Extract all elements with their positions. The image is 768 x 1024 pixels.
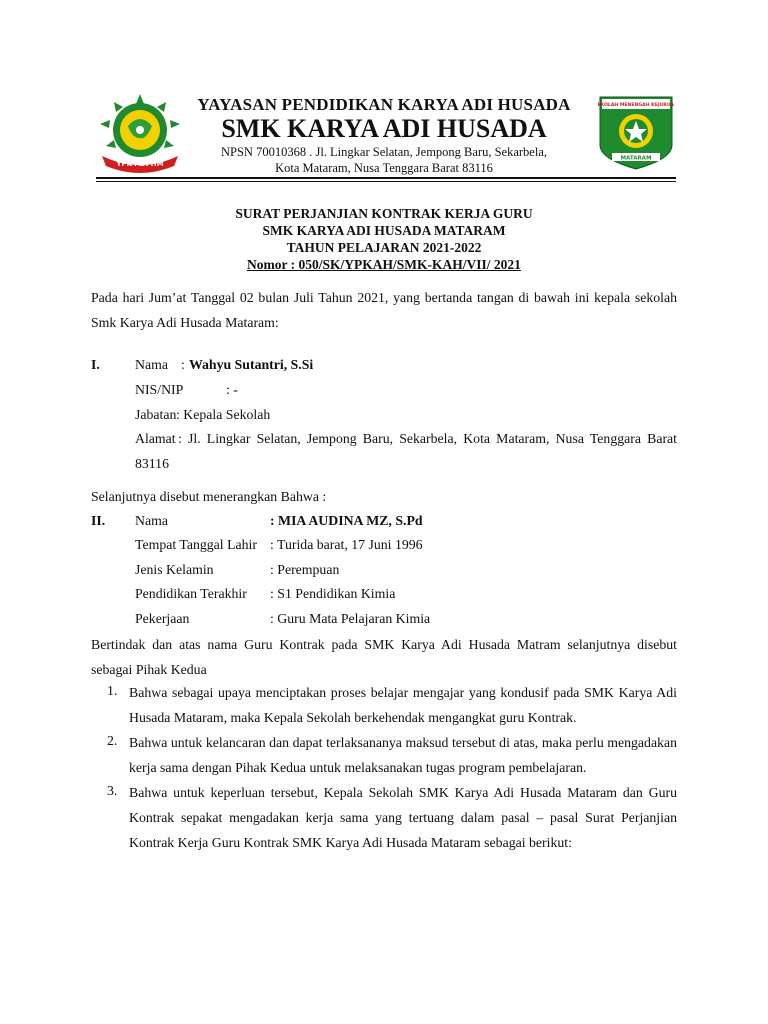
party-2-value: : S1 Pendidikan Kimia: [270, 586, 396, 601]
party-2-label: Pendidikan Terakhir: [135, 586, 247, 601]
party-1-name-sep: :: [181, 357, 185, 372]
list-item-number: 3.: [107, 783, 118, 798]
party-2-value: : MIA AUDINA MZ, S.Pd: [270, 513, 423, 528]
party-1-address-postcode: 83116: [135, 456, 169, 471]
address-line-1: NPSN 70010368 . Jl. Lingkar Selatan, Jempong Baru, Sekarbela,: [221, 145, 547, 159]
foundation-name: YAYASAN PENDIDIKAN KARYA ADI HUSADA: [197, 95, 571, 114]
address-line-2: Kota Mataram, Nusa Tenggara Barat 83116: [275, 161, 493, 175]
header-rule-thin: [96, 181, 676, 182]
party-1-nip-value: : -: [226, 382, 238, 397]
document-subtitle-year: TAHUN PELAJARAN 2021-2022: [286, 240, 482, 255]
party-2-value: : Perempuan: [270, 562, 340, 577]
party-2-label: Jenis Kelamin: [135, 562, 214, 577]
party-2-label: Pekerjaan: [135, 611, 190, 626]
header-rule-thick: [96, 177, 676, 179]
party-1-numeral: I.: [91, 357, 100, 372]
party-1-address-label: Alamat: [135, 431, 176, 446]
list-item: Bahwa sebagai upaya menciptakan proses belajar mengajar yang kondusif pada SMK Karya Adi Husada Mataram, maka Kepala Sekolah berkehendak mengangkat guru Kontrak.: [129, 685, 677, 725]
party-1-name-label: Nama: [135, 357, 168, 372]
party-1-position-label: Jabatan: [135, 407, 177, 422]
intro-paragraph: Pada hari Jum’at Tanggal 02 bulan Juli Tahun 2021, yang bertanda tangan di bawah ini kepala sekolah Smk Karya Adi Husada Mataram:: [91, 290, 677, 330]
list-item-number: 2.: [107, 733, 118, 748]
party-1-position-value: : Kepala Sekolah: [176, 407, 271, 422]
party-2-label: Tempat Tanggal Lahir: [135, 537, 257, 552]
party-1-name-value: Wahyu Sutantri, S.Si: [189, 357, 314, 372]
party-2-label: Nama: [135, 513, 168, 528]
school-name: SMK KARYA ADI HUSADA: [221, 114, 547, 143]
party-1-address-value: : Jl. Lingkar Selatan, Jempong Baru, Sekarbela, Kota Mataram, Nusa Tenggara Barat: [178, 431, 677, 446]
transition-text: Selanjutnya disebut menerangkan Bahwa :: [91, 489, 327, 504]
left-logo-text: YPK ADI HM: [116, 160, 164, 168]
right-logo-top-text: SEKOLAH MENENGAH KEJURUAN: [598, 103, 674, 108]
list-item-number: 1.: [107, 683, 118, 698]
party-2-value: : Turida barat, 17 Juni 1996: [270, 537, 423, 552]
acting-paragraph: Bertindak dan atas nama Guru Kontrak pada SMK Karya Adi Husada Matram selanjutnya disebut sebagai Pihak Kedua: [91, 637, 677, 677]
party-2-numeral: II.: [91, 513, 106, 528]
right-logo-bottom-text: MATARAM: [620, 155, 652, 162]
list-item: Bahwa untuk kelancaran dan dapat terlaksananya maksud tersebut di atas, maka perlu mengadakan kerja sama dengan Pihak Kedua untuk melaksanakan tugas program pembelajaran.: [129, 735, 677, 775]
document-subtitle-school: SMK KARYA ADI HUSADA MATARAM: [262, 223, 506, 238]
document-title: SURAT PERJANJIAN KONTRAK KERJA GURU: [235, 206, 533, 221]
party-1-nip-label: NIS/NIP: [135, 382, 184, 397]
document-number: Nomor : 050/SK/YPKAH/SMK-KAH/VII/ 2021: [247, 257, 521, 272]
list-item: Bahwa untuk keperluan tersebut, Kepala Sekolah SMK Karya Adi Husada Mataram dan Guru Kontrak sepakat mengadakan kerja sama yang tertuang dalam pasal – pasal Surat Perjanjian Kontrak Kerja Guru Kontrak SMK Karya Adi Husada Mataram sebagai berikut:: [129, 785, 677, 850]
party-2-value: : Guru Mata Pelajaran Kimia: [270, 611, 431, 626]
